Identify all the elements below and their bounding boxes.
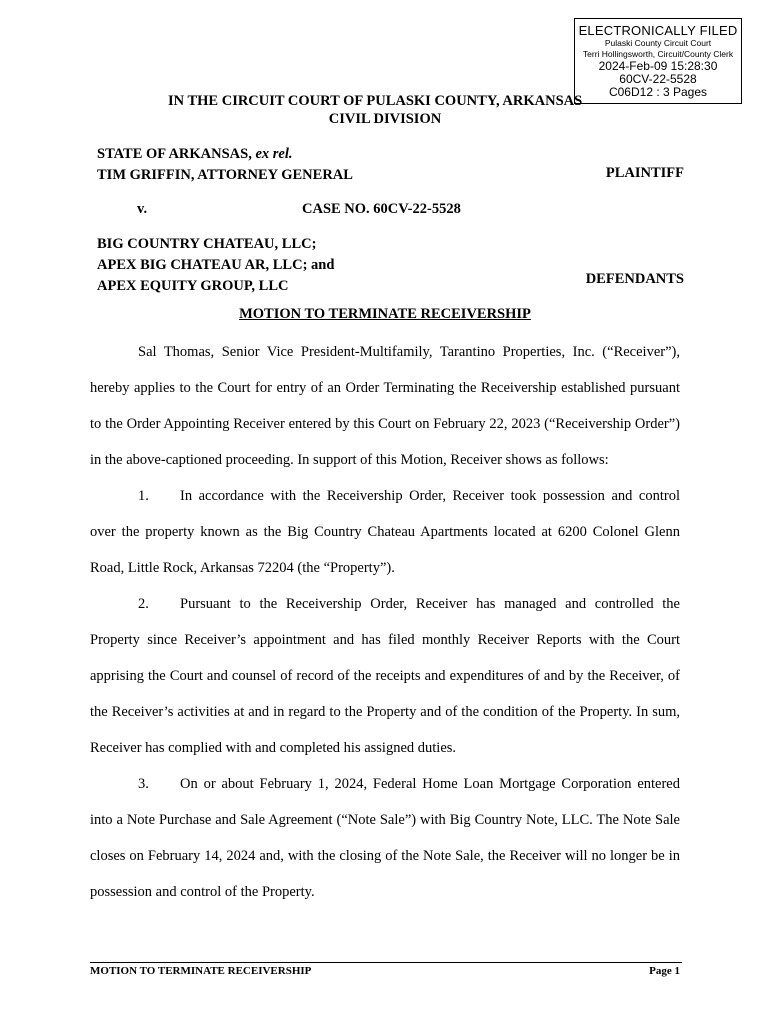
paragraph-number: 1.	[138, 488, 149, 504]
plaintiff-block	[97, 144, 353, 186]
stamp-case-number: 60CV-22-5528	[619, 72, 697, 86]
plaintiff-role: PLAINTIFF	[605, 165, 684, 181]
intro-paragraph: Sal Thomas, Senior Vice President-Multifamily, Tarantino Properties, Inc. (“Receiver”), hereby applies to the Court for entry of an Order Terminating the Receivership established pursuant to the Order Appointing Receiver entered by this Court on February 22, 2023 (“Receivership Order”) in the above-captioned proceeding. In support of this Motion, Receiver shows as follows:	[90, 344, 680, 468]
paragraph-text: In accordance with the Receivership Order, Receiver took possession and control over the property known as the Big Country Chateau Apartments located at 6200 Colonel Glenn Road, Little Rock, Arkansas 72204 (the “Property”).	[90, 488, 680, 576]
plaintiff-line-2: TIM GRIFFIN, ATTORNEY GENERAL	[97, 167, 353, 183]
defendant-line-1: BIG COUNTRY CHATEAU, LLC;	[97, 236, 317, 252]
motion-body	[90, 334, 680, 910]
plaintiff-state: STATE OF ARKANSAS,	[97, 146, 256, 162]
defendant-line-3: APEX EQUITY GROUP, LLC	[97, 278, 289, 294]
defendants-role: DEFENDANTS	[585, 271, 684, 287]
stamp-clerk: Terri Hollingsworth, Circuit/County Clerk	[582, 49, 734, 59]
footer-divider	[90, 962, 682, 963]
paragraph-number: 3.	[138, 776, 149, 792]
defendant-line-2: APEX BIG CHATEAU AR, LLC; and	[97, 257, 335, 273]
division-heading: CIVIL DIVISION	[328, 111, 442, 127]
stamp-title: ELECTRONICALLY FILED	[578, 23, 738, 38]
versus: v.	[137, 201, 148, 217]
defendants-block	[97, 234, 334, 297]
efiling-stamp	[574, 18, 742, 104]
paragraph-number: 2.	[138, 596, 149, 612]
case-number: CASE NO. 60CV-22-5528	[302, 201, 461, 217]
motion-title: MOTION TO TERMINATE RECEIVERSHIP	[239, 306, 531, 322]
paragraph-text: On or about February 1, 2024, Federal Home Loan Mortgage Corporation entered into a Note Purchase and Sale Agreement (“Note Sale”) with Big Country Note, LLC. The Note Sale closes on February 14, 2024 and, with the closing of the Note Sale, the Receiver will no longer be in possession and control of the Property.	[90, 776, 680, 900]
court-heading: IN THE CIRCUIT COURT OF PULASKI COUNTY, ARKANSAS	[168, 93, 583, 109]
stamp-datetime: 2024-Feb-09 15:28:30	[598, 59, 718, 73]
plaintiff-line-1	[97, 144, 353, 165]
paragraph-text: Pursuant to the Receivership Order, Receiver has managed and controlled the Property since Receiver’s appointment and has filed monthly Receiver Reports with the Court apprising the Court and counsel of record of the receipts and expenditures of and by the Receiver, of the Receiver’s activities at and in regard to the Property and of the condition of the Property. In sum, Receiver has complied with and completed his assigned duties.	[90, 596, 680, 756]
ex-rel: ex rel.	[255, 146, 293, 162]
footer-title: MOTION TO TERMINATE RECEIVERSHIP	[90, 965, 312, 977]
paragraph-1	[90, 478, 680, 586]
stamp-pages: C06D12 : 3 Pages	[608, 85, 708, 99]
paragraph-2	[90, 586, 680, 766]
stamp-court: Pulaski County Circuit Court	[604, 38, 712, 48]
paragraph-3	[90, 766, 680, 910]
page-number: Page 1	[649, 965, 680, 977]
